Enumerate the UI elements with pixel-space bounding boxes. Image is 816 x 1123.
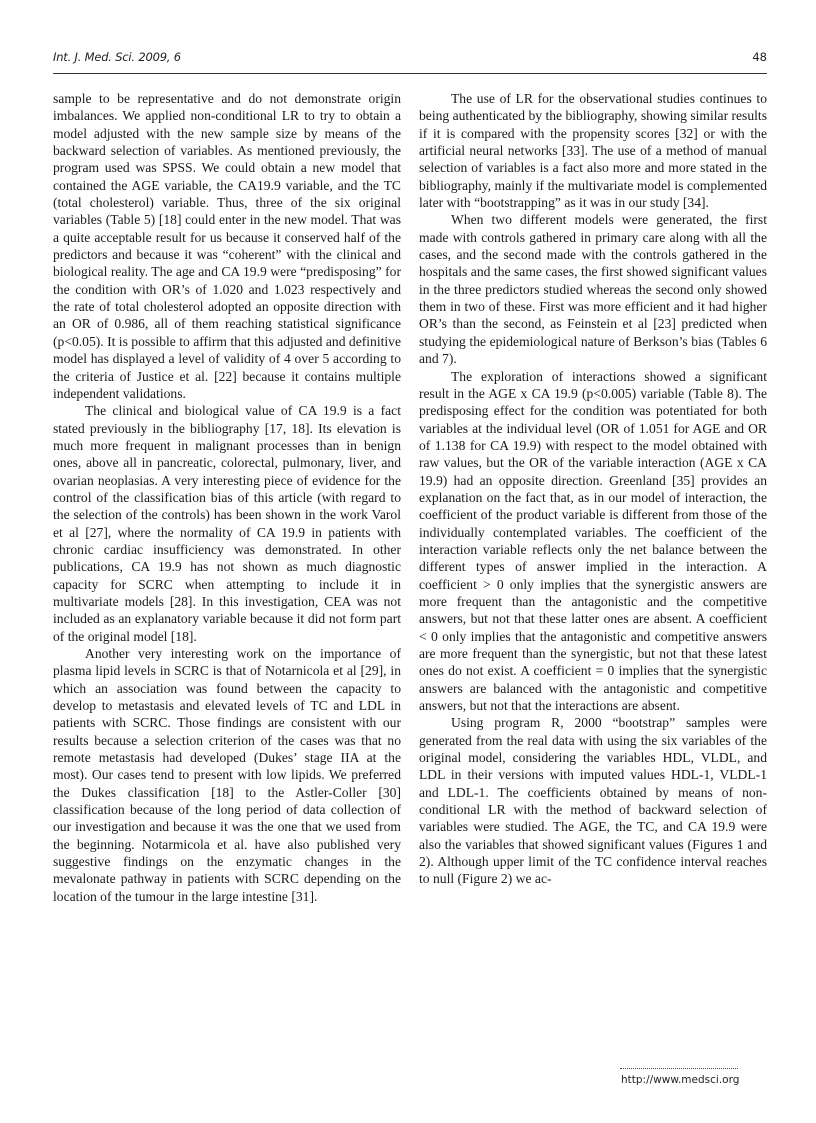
paragraph: The use of LR for the observational studies continues to being authenticated by the bibliography, showing similar results if it is compared with the propensity scores [32] or with the artificial neural networks [33]. The use of a method of manual selection of variables is a fact also more and more stated in the bibliography, mainly if the multivariate model is complemented later with “bootstrapping” as it was in our study [34].: [419, 91, 767, 211]
page-number: 48: [752, 50, 767, 64]
paragraph: When two different models were generated, the first made with controls gathered in primary care along with all the cases, and the second made with the controls gathered in the hospitals and the same cases, the first showed significant values in the three predictors studied whereas the second only showed them in two of these. First was more efficient and it had higher OR’s than the second, as Feinstein et al [23] predicted when studying the epidemiological nature of Berkson’s bias (Tables 6 and 7).: [419, 212, 767, 367]
running-header: [53, 50, 767, 70]
footer-url-link[interactable]: http://www.medsci.org: [621, 1074, 740, 1086]
paragraph: The clinical and biological value of CA 19.9 is a fact stated previously in the bibliography [17, 18]. Its elevation is much more frequent in malignant processes than in benign ones, above all in pancreatic, colorectal, pulmonary, liver, and ovarian neoplasias. A very interesting piece of evidence for the control of the classification bias of this article (with regard to the selection of the controls) has been shown in the work Varol et al [27], where the normality of CA 19.9 in patients with chronic cardiac insufficiency was demonstrated. In other publications, CA 19.9 has not shown as much diagnostic capacity for SCRC when attempting to include it in multivariate models [28]. In this investigation, CEA was not included as an explanatory variable because it did not form part of the original model [18].: [53, 403, 401, 644]
footer-dotted-rule: [620, 1068, 738, 1069]
paragraph-continuation: sample to be representative and do not demonstrate origin imbalances. We applied non-conditional LR to try to obtain a model adjusted with the new sample size by means of the backward selection of variables. As mentioned previously, the program used was SPSS. We could obtain a new model that contained the AGE variable, the CA19.9 variable, and the TC (total cholesterol) variable. Thus, three of the six original variables (Table 5) [18] could enter in the new model. That was a quite acceptable result for us because it conserved half of the predictors and because it was “coherent” with the clinical and biological reality. The age and CA 19.9 were “predisposing” for the condition with OR’s of 1.020 and 1.023 respectively and the rate of total cholesterol adopted an opposite direction with an OR of 0.986, all of them reaching statistical significance (p<0.05). It is possible to affirm that this adjusted and definitive model has displayed a level of validity of 4 over 5 according to the criteria of Justice et al. [22] because it contains multiple independent validations.: [53, 91, 401, 401]
paragraph: Using program R, 2000 “bootstrap” samples were generated from the real data with using the six variables of the original model, considering the variables HDL, VLDL, and LDL in their versions with imputed values HDL-1, VLDL-1 and LDL-1. The coefficients obtained by means of non-conditional LR with the method of backward selection of variables were studied. The AGE, the TC, and CA 19.9 were also the variables that showed significant values (Figures 1 and 2). Although upper limit of the TC confidence interval reaches to null (Figure 2) we ac-: [419, 715, 767, 887]
journal-citation: Int. J. Med. Sci. 2009, 6: [53, 50, 181, 64]
header-rule: [53, 73, 767, 74]
right-column: [419, 90, 767, 888]
paragraph: Another very interesting work on the importance of plasma lipid levels in SCRC is that of Notarnicola et al [29], in which an association was found between the capacity to develop to metastasis and elevated levels of TC and LDL in patients with SCRC. Those findings are consistent with our results because a selection criterion of the cases was that no remote metastasis had developed (Dukes’ stage IIA at the most). Our cases tend to present with low lipids. We preferred the Dukes classification [18] to the Astler-Coller [30] classification because of the long period of data collection of our investigation and because it was the one that we used from the beginning. Notarmicola et al. have also published very suggestive findings on the enzymatic changes in the mevalonate pathway in patients with SCRC depending on the location of the tumour in the large intestine [31].: [53, 646, 401, 904]
paragraph: The exploration of interactions showed a significant result in the AGE x CA 19.9 (p<0.005) variable (Table 8). The predisposing effect for the condition was potentiated for both variables at the individual level (OR of 1.051 for AGE and OR of 1.138 for CA 19.9) with respect to the model obtained with raw values, but the OR of the variable interaction (AGE x CA 19.9) had an opposite direction. Greenland [35] provides an explanation on the fact that, as in our model of interaction, the coefficient of the product variable is different from those of the individually contemplated variables. The coefficient of the interaction variable reflects only the net balance between the different types of answer implied in the interaction. A coefficient > 0 only implies that the synergistic answers are more frequent than the antagonistic and the competitive answers, but not that these latter ones are absent. A coefficient < 0 only implies that the antagonistic and competitive answers are more frequent than the synergistic, but not that these latest ones do not exist. A coefficient = 0 implies that the synergistic answers are balanced with the antagonistic and competitive answers, but not that the interactions are absent.: [419, 368, 767, 714]
left-column: [53, 90, 401, 905]
